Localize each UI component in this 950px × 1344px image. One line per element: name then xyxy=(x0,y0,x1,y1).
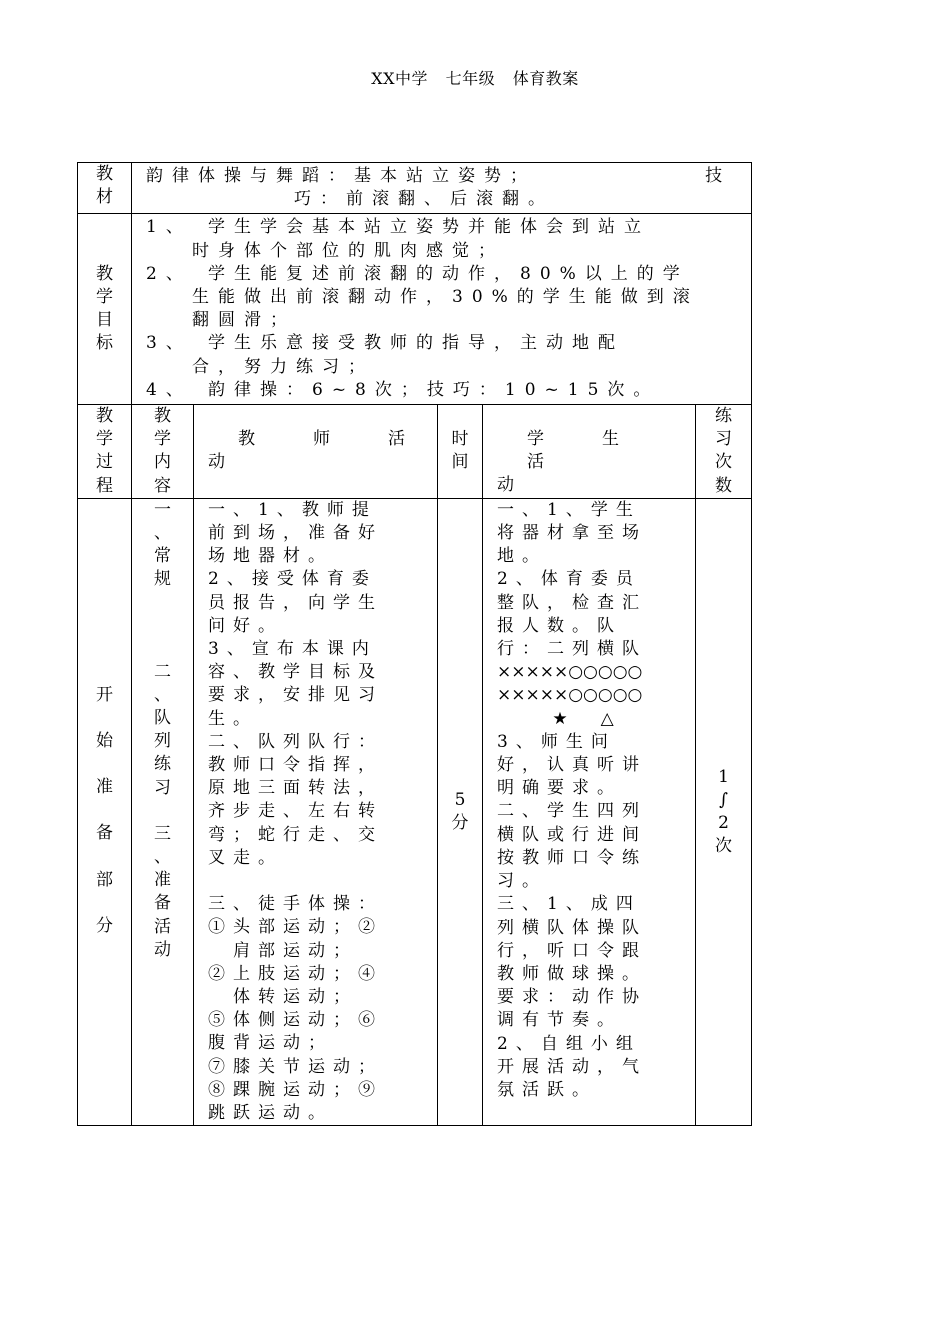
content-labels xyxy=(132,498,194,1125)
goal-item: 1、 学生学会基本站立姿势并能体会到站立 时身体个部位的肌肉感觉； xyxy=(146,217,650,261)
goals-content xyxy=(132,214,752,405)
content-warmup: 三 、 准 备 活 动 xyxy=(154,823,171,960)
header-count: 练 习 次 数 xyxy=(696,405,752,499)
practice-count: 1 ∫ 2 次 xyxy=(696,498,752,1125)
material-line1: 韵律体操与舞蹈：基本站立姿势； xyxy=(146,166,536,186)
material-line2: 巧：前滚翻、后滚翻。 xyxy=(294,189,554,210)
material-label: 教 材 xyxy=(78,163,132,214)
header-time: 时 间 xyxy=(438,405,483,499)
goals-row xyxy=(78,214,752,405)
teacher-activity: 一、1、教师提 前到场，准备好 场地器材。 2、接受体育委 员报告，向学生 问好。 3、宣布本课内 容、教学目标及 要求，安排见习 生。 二、队列队行： 教师口令指挥， 原地三面转法， 齐步走、左右转 弯；蛇行走、交 叉走。 三、徒手体操： ①头部运动；② 肩部运动； ②上肢运动；④ 体转运动； ⑤体侧运动；⑥ 腹背运动； ⑦膝关节运动； ⑧踝腕运动；⑨ 跳跃运动。 xyxy=(194,498,438,1125)
goal-item: 3、 学生乐意接受教师的指导，主动地配 合，努力练习； xyxy=(146,333,624,377)
header-process: 教 学 过 程 xyxy=(78,405,132,499)
formation-row: ×××××○○○○○ xyxy=(497,662,643,683)
time-duration: 5 分 xyxy=(438,498,483,1125)
column-header-row xyxy=(78,405,752,499)
document-header xyxy=(0,66,950,89)
grade-label: 七年级 xyxy=(445,69,496,88)
formation-teacher-marker: ★ △ xyxy=(552,708,622,729)
header-content: 教 学 内 容 xyxy=(132,405,194,499)
formation-row: ×××××○○○○○ xyxy=(497,685,643,706)
school-name: XX中学 xyxy=(371,69,429,88)
header-teacher-activity: 教 师 活 动 xyxy=(194,405,438,499)
lesson-plan-table xyxy=(77,162,752,1126)
student-activity: 一、1、学生 将器材拿至场 地。 2、体育委员 整队，检查汇 报人数。队 行：二列横队 ×××××○○○○○ ×××××○○○○○ ★ △ 3、师生问 好，认真听讲 明确要求。 二、学生四列 横队或行进间 按教师口令练 习。 三、1、成四 列横队体操队 行，听口令跟 教师做球操。 要求：动作协 调有节奏。 2、自组小组 开展活动，气 氛活跃。 xyxy=(483,498,696,1125)
header-student-activity: 学 生 活 动 xyxy=(483,405,696,499)
material-row xyxy=(78,163,752,214)
goal-item: 4、 韵律操：6~8次；技巧：10~15次。 xyxy=(146,379,660,400)
goals-label: 教 学 目 标 xyxy=(78,214,132,405)
material-line1-tail: 技 xyxy=(705,166,732,186)
body-row xyxy=(78,498,752,1125)
content-formation: 二 、 队 列 练 习 xyxy=(154,661,171,798)
material-content xyxy=(132,163,752,214)
goal-item: 2、 学生能复述前滚翻的动作，80%以上的学 生能做出前滚翻动作，30%的学生能做到滚 翻圆滑； xyxy=(146,263,699,331)
process-label: 开 始 准 备 部 分 xyxy=(78,498,132,1125)
content-routine: 一 、 常 规 xyxy=(154,499,171,590)
subject-title: 体育教案 xyxy=(512,69,579,88)
